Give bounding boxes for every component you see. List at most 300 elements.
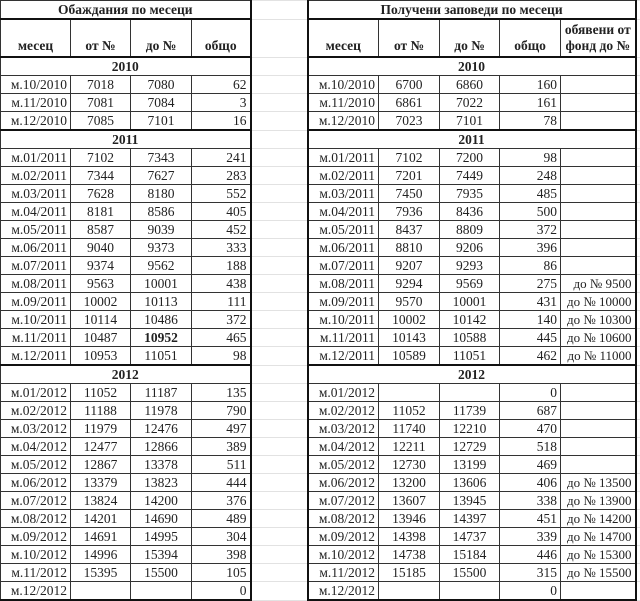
right-fund-limit-cell[interactable]: до № 10600 [561,329,636,347]
right-total-cell[interactable]: 687 [500,402,561,420]
empty-cell[interactable] [251,94,308,112]
left-from-number-cell[interactable]: 10002 [71,293,131,311]
left-to-number-cell[interactable]: 9039 [131,221,192,239]
empty-cell[interactable] [251,239,308,257]
right-to-number-cell[interactable]: 9206 [440,239,500,257]
left-total-cell[interactable]: 241 [192,149,251,167]
right-from-number-cell[interactable]: 7936 [379,203,440,221]
left-month-cell[interactable]: м.04/2012 [1,438,71,456]
right-to-number-cell[interactable] [440,582,500,601]
right-to-number-cell[interactable]: 13606 [440,474,500,492]
left-to-number-cell[interactable]: 15500 [131,564,192,582]
left-to-number-cell[interactable]: 9373 [131,239,192,257]
left-total-cell[interactable]: 0 [192,582,251,601]
right-from-number-cell[interactable]: 15185 [379,564,440,582]
right-to-number-cell[interactable]: 6860 [440,76,500,94]
right-fund-limit-cell[interactable] [561,167,636,185]
left-to-number-cell[interactable] [131,582,192,601]
left-month-cell[interactable]: м.06/2012 [1,474,71,492]
right-to-number-cell[interactable]: 7935 [440,185,500,203]
right-total-cell[interactable]: 338 [500,492,561,510]
left-total-cell[interactable]: 3 [192,94,251,112]
right-to-number-cell[interactable]: 7449 [440,167,500,185]
empty-cell[interactable] [636,112,640,131]
empty-cell[interactable] [636,420,640,438]
right-fund-limit-cell[interactable] [561,257,636,275]
empty-cell[interactable] [251,402,308,420]
left-month-cell[interactable]: м.09/2011 [1,293,71,311]
empty-cell[interactable] [251,257,308,275]
right-from-number-cell[interactable]: 6700 [379,76,440,94]
empty-cell[interactable] [636,94,640,112]
left-to-number-cell[interactable]: 8180 [131,185,192,203]
right-to-number-cell[interactable]: 15184 [440,546,500,564]
empty-cell[interactable] [636,293,640,311]
right-month-cell[interactable]: м.08/2012 [308,510,379,528]
left-from-number-cell[interactable]: 13379 [71,474,131,492]
empty-cell[interactable] [636,275,640,293]
left-month-cell[interactable]: м.08/2012 [1,510,71,528]
left-from-number-cell[interactable]: 15395 [71,564,131,582]
right-total-cell[interactable]: 161 [500,94,561,112]
empty-cell[interactable] [636,257,640,275]
empty-cell[interactable] [636,438,640,456]
left-to-number-cell[interactable]: 7627 [131,167,192,185]
right-fund-limit-cell[interactable]: до № 10300 [561,311,636,329]
right-fund-limit-cell[interactable]: до № 15500 [561,564,636,582]
left-to-number-cell[interactable]: 11978 [131,402,192,420]
left-to-number-cell[interactable]: 9562 [131,257,192,275]
empty-cell[interactable] [636,19,640,57]
right-to-number-cell[interactable] [440,384,500,402]
right-total-cell[interactable]: 339 [500,528,561,546]
empty-cell[interactable] [251,275,308,293]
left-to-number-cell[interactable]: 7080 [131,76,192,94]
empty-cell[interactable] [636,185,640,203]
empty-cell[interactable] [636,456,640,474]
empty-cell[interactable] [251,510,308,528]
right-to-number-cell[interactable]: 9293 [440,257,500,275]
left-total-cell[interactable]: 405 [192,203,251,221]
empty-cell[interactable] [251,57,308,76]
right-month-cell[interactable]: м.05/2011 [308,221,379,239]
left-total-cell[interactable]: 135 [192,384,251,402]
empty-cell[interactable] [636,365,640,384]
empty-cell[interactable] [251,456,308,474]
right-fund-limit-cell[interactable] [561,402,636,420]
left-month-cell[interactable]: м.10/2010 [1,76,71,94]
empty-cell[interactable] [636,384,640,402]
right-fund-limit-cell[interactable] [561,185,636,203]
right-month-cell[interactable]: м.12/2010 [308,112,379,131]
empty-cell[interactable] [636,492,640,510]
right-from-number-cell[interactable]: 11740 [379,420,440,438]
right-from-number-cell[interactable]: 11052 [379,402,440,420]
left-total-cell[interactable]: 497 [192,420,251,438]
right-month-cell[interactable]: м.08/2011 [308,275,379,293]
left-to-number-cell[interactable]: 14200 [131,492,192,510]
left-column-header[interactable]: месец [1,19,71,57]
left-from-number-cell[interactable]: 12477 [71,438,131,456]
left-from-number-cell[interactable]: 13824 [71,492,131,510]
right-from-number-cell[interactable] [379,582,440,601]
empty-cell[interactable] [251,365,308,384]
empty-cell[interactable] [636,76,640,94]
left-total-cell[interactable]: 489 [192,510,251,528]
left-to-number-cell[interactable]: 13823 [131,474,192,492]
left-month-cell[interactable]: м.03/2012 [1,420,71,438]
left-total-cell[interactable]: 389 [192,438,251,456]
right-to-number-cell[interactable]: 10001 [440,293,500,311]
empty-cell[interactable] [251,76,308,94]
right-to-number-cell[interactable]: 13199 [440,456,500,474]
left-to-number-cell[interactable]: 7101 [131,112,192,131]
left-table-title[interactable]: Обаждания по месеци [1,1,251,20]
right-total-cell[interactable]: 275 [500,275,561,293]
right-to-number-cell[interactable]: 13945 [440,492,500,510]
right-month-cell[interactable]: м.11/2012 [308,564,379,582]
empty-cell[interactable] [636,546,640,564]
left-total-cell[interactable]: 465 [192,329,251,347]
right-fund-limit-cell[interactable] [561,76,636,94]
empty-cell[interactable] [251,329,308,347]
right-to-number-cell[interactable]: 8436 [440,203,500,221]
right-month-cell[interactable]: м.10/2011 [308,311,379,329]
left-from-number-cell[interactable]: 12867 [71,456,131,474]
empty-cell[interactable] [636,149,640,167]
left-month-cell[interactable]: м.11/2011 [1,329,71,347]
right-total-cell[interactable]: 0 [500,582,561,601]
left-from-number-cell[interactable]: 7344 [71,167,131,185]
right-column-header[interactable]: общо [500,19,561,57]
right-month-cell[interactable]: м.02/2011 [308,167,379,185]
right-fund-limit-cell[interactable] [561,438,636,456]
right-total-cell[interactable]: 160 [500,76,561,94]
right-month-cell[interactable]: м.11/2011 [308,329,379,347]
empty-cell[interactable] [636,167,640,185]
left-total-cell[interactable]: 444 [192,474,251,492]
right-month-cell[interactable]: м.11/2010 [308,94,379,112]
right-month-cell[interactable]: м.10/2012 [308,546,379,564]
empty-cell[interactable] [251,293,308,311]
left-from-number-cell[interactable]: 11188 [71,402,131,420]
left-month-cell[interactable]: м.04/2011 [1,203,71,221]
left-total-cell[interactable]: 438 [192,275,251,293]
empty-cell[interactable] [636,130,640,149]
right-from-number-cell[interactable]: 12211 [379,438,440,456]
empty-cell[interactable] [636,203,640,221]
right-from-number-cell[interactable]: 7102 [379,149,440,167]
right-to-number-cell[interactable]: 10588 [440,329,500,347]
right-year-heading[interactable]: 2010 [308,57,636,76]
left-from-number-cell[interactable]: 7085 [71,112,131,131]
empty-cell[interactable] [636,564,640,582]
empty-cell[interactable] [636,402,640,420]
right-to-number-cell[interactable]: 11739 [440,402,500,420]
right-fund-limit-cell[interactable] [561,420,636,438]
left-month-cell[interactable]: м.07/2011 [1,257,71,275]
right-total-cell[interactable]: 140 [500,311,561,329]
right-total-cell[interactable]: 485 [500,185,561,203]
right-month-cell[interactable]: м.03/2012 [308,420,379,438]
left-column-header[interactable]: общо [192,19,251,57]
left-to-number-cell[interactable]: 10113 [131,293,192,311]
right-month-cell[interactable]: м.05/2012 [308,456,379,474]
right-from-number-cell[interactable]: 9207 [379,257,440,275]
right-month-cell[interactable]: м.07/2012 [308,492,379,510]
right-month-cell[interactable]: м.01/2011 [308,149,379,167]
left-total-cell[interactable]: 283 [192,167,251,185]
left-from-number-cell[interactable] [71,582,131,601]
empty-cell[interactable] [251,112,308,131]
right-total-cell[interactable]: 315 [500,564,561,582]
left-month-cell[interactable]: м.08/2011 [1,275,71,293]
right-total-cell[interactable]: 446 [500,546,561,564]
right-month-cell[interactable]: м.12/2012 [308,582,379,601]
right-to-number-cell[interactable]: 7200 [440,149,500,167]
right-total-cell[interactable]: 469 [500,456,561,474]
empty-cell[interactable] [251,167,308,185]
right-total-cell[interactable]: 372 [500,221,561,239]
empty-cell[interactable] [251,221,308,239]
right-to-number-cell[interactable]: 11051 [440,347,500,366]
left-to-number-cell[interactable]: 11051 [131,347,192,366]
empty-cell[interactable] [251,130,308,149]
left-to-number-cell[interactable]: 14995 [131,528,192,546]
left-to-number-cell[interactable]: 10001 [131,275,192,293]
left-month-cell[interactable]: м.09/2012 [1,528,71,546]
right-column-header[interactable]: до № [440,19,500,57]
empty-cell[interactable] [636,528,640,546]
right-fund-limit-cell[interactable] [561,203,636,221]
empty-cell[interactable] [636,474,640,492]
right-total-cell[interactable]: 78 [500,112,561,131]
right-from-number-cell[interactable]: 13607 [379,492,440,510]
right-total-cell[interactable]: 86 [500,257,561,275]
left-from-number-cell[interactable]: 14691 [71,528,131,546]
left-month-cell[interactable]: м.07/2012 [1,492,71,510]
empty-cell[interactable] [636,582,640,601]
right-to-number-cell[interactable]: 14737 [440,528,500,546]
left-month-cell[interactable]: м.06/2011 [1,239,71,257]
right-fund-limit-cell[interactable]: до № 11000 [561,347,636,366]
right-fund-limit-cell[interactable] [561,384,636,402]
right-to-number-cell[interactable]: 12729 [440,438,500,456]
right-total-cell[interactable]: 431 [500,293,561,311]
empty-cell[interactable] [251,582,308,601]
left-month-cell[interactable]: м.02/2012 [1,402,71,420]
left-to-number-cell[interactable]: 12476 [131,420,192,438]
empty-cell[interactable] [251,546,308,564]
left-from-number-cell[interactable]: 7102 [71,149,131,167]
empty-cell[interactable] [636,57,640,76]
right-from-number-cell[interactable]: 14398 [379,528,440,546]
left-total-cell[interactable]: 304 [192,528,251,546]
left-total-cell[interactable]: 452 [192,221,251,239]
right-table-title[interactable]: Получени заповеди по месеци [308,1,636,20]
right-from-number-cell[interactable]: 7201 [379,167,440,185]
left-to-number-cell[interactable]: 7084 [131,94,192,112]
left-from-number-cell[interactable]: 9040 [71,239,131,257]
empty-cell[interactable] [636,510,640,528]
left-total-cell[interactable]: 98 [192,347,251,366]
left-total-cell[interactable]: 376 [192,492,251,510]
left-to-number-cell[interactable]: 11187 [131,384,192,402]
left-total-cell[interactable]: 16 [192,112,251,131]
left-to-number-cell[interactable]: 12866 [131,438,192,456]
right-from-number-cell[interactable]: 7450 [379,185,440,203]
left-month-cell[interactable]: м.12/2011 [1,347,71,366]
right-month-cell[interactable]: м.06/2011 [308,239,379,257]
left-year-heading[interactable]: 2011 [1,130,251,149]
right-month-cell[interactable]: м.04/2011 [308,203,379,221]
right-from-number-cell[interactable]: 9570 [379,293,440,311]
left-month-cell[interactable]: м.05/2012 [1,456,71,474]
left-to-number-cell[interactable]: 7343 [131,149,192,167]
left-from-number-cell[interactable]: 7081 [71,94,131,112]
empty-cell[interactable] [251,528,308,546]
right-month-cell[interactable]: м.01/2012 [308,384,379,402]
left-from-number-cell[interactable]: 14996 [71,546,131,564]
left-total-cell[interactable]: 511 [192,456,251,474]
left-month-cell[interactable]: м.03/2011 [1,185,71,203]
empty-cell[interactable] [251,420,308,438]
right-from-number-cell[interactable]: 14738 [379,546,440,564]
right-to-number-cell[interactable]: 7022 [440,94,500,112]
right-month-cell[interactable]: м.07/2011 [308,257,379,275]
right-fund-limit-cell[interactable] [561,456,636,474]
left-from-number-cell[interactable]: 7018 [71,76,131,94]
left-month-cell[interactable]: м.01/2012 [1,384,71,402]
right-fund-limit-cell[interactable] [561,149,636,167]
empty-cell[interactable] [251,19,308,57]
right-from-number-cell[interactable]: 10002 [379,311,440,329]
empty-cell[interactable] [636,239,640,257]
right-fund-limit-cell[interactable] [561,239,636,257]
right-month-cell[interactable]: м.12/2011 [308,347,379,366]
left-year-heading[interactable]: 2010 [1,57,251,76]
left-column-header[interactable]: до № [131,19,192,57]
right-month-cell[interactable]: м.06/2012 [308,474,379,492]
right-total-cell[interactable]: 248 [500,167,561,185]
right-column-header[interactable]: от № [379,19,440,57]
left-to-number-cell[interactable]: 10952 [131,329,192,347]
right-from-number-cell[interactable]: 8437 [379,221,440,239]
right-month-cell[interactable]: м.04/2012 [308,438,379,456]
left-month-cell[interactable]: м.12/2012 [1,582,71,601]
empty-cell[interactable] [636,221,640,239]
right-total-cell[interactable]: 396 [500,239,561,257]
right-to-number-cell[interactable]: 9569 [440,275,500,293]
left-year-heading[interactable]: 2012 [1,365,251,384]
empty-cell[interactable] [251,1,308,20]
left-total-cell[interactable]: 188 [192,257,251,275]
left-from-number-cell[interactable]: 10487 [71,329,131,347]
right-fund-limit-cell[interactable] [561,582,636,601]
empty-cell[interactable] [251,185,308,203]
right-to-number-cell[interactable]: 7101 [440,112,500,131]
left-total-cell[interactable]: 552 [192,185,251,203]
right-from-number-cell[interactable]: 12730 [379,456,440,474]
right-month-cell[interactable]: м.02/2012 [308,402,379,420]
right-fund-limit-cell[interactable]: до № 13500 [561,474,636,492]
right-fund-limit-cell[interactable] [561,221,636,239]
right-total-cell[interactable]: 406 [500,474,561,492]
right-fund-limit-cell[interactable] [561,112,636,131]
empty-cell[interactable] [636,311,640,329]
left-total-cell[interactable]: 372 [192,311,251,329]
empty-cell[interactable] [636,329,640,347]
right-fund-limit-cell[interactable]: до № 15300 [561,546,636,564]
right-from-number-cell[interactable]: 8810 [379,239,440,257]
right-year-heading[interactable]: 2012 [308,365,636,384]
right-month-cell[interactable]: м.10/2010 [308,76,379,94]
right-from-number-cell[interactable]: 6861 [379,94,440,112]
right-total-cell[interactable]: 98 [500,149,561,167]
left-month-cell[interactable]: м.11/2010 [1,94,71,112]
right-fund-limit-cell[interactable]: до № 14700 [561,528,636,546]
left-from-number-cell[interactable]: 9374 [71,257,131,275]
left-month-cell[interactable]: м.10/2011 [1,311,71,329]
right-from-number-cell[interactable] [379,384,440,402]
right-total-cell[interactable]: 451 [500,510,561,528]
right-fund-limit-cell[interactable]: до № 10000 [561,293,636,311]
right-total-cell[interactable]: 445 [500,329,561,347]
right-from-number-cell[interactable]: 7023 [379,112,440,131]
right-column-header[interactable]: обявени от фонд до № [561,19,636,57]
left-from-number-cell[interactable]: 8181 [71,203,131,221]
left-to-number-cell[interactable]: 10486 [131,311,192,329]
left-total-cell[interactable]: 105 [192,564,251,582]
right-to-number-cell[interactable]: 12210 [440,420,500,438]
right-year-heading[interactable]: 2011 [308,130,636,149]
empty-cell[interactable] [251,564,308,582]
left-from-number-cell[interactable]: 11979 [71,420,131,438]
left-to-number-cell[interactable]: 15394 [131,546,192,564]
right-total-cell[interactable]: 518 [500,438,561,456]
left-month-cell[interactable]: м.10/2012 [1,546,71,564]
left-to-number-cell[interactable]: 8586 [131,203,192,221]
empty-cell[interactable] [636,1,640,20]
left-column-header[interactable]: от № [71,19,131,57]
empty-cell[interactable] [251,384,308,402]
left-total-cell[interactable]: 111 [192,293,251,311]
right-from-number-cell[interactable]: 13946 [379,510,440,528]
left-month-cell[interactable]: м.05/2011 [1,221,71,239]
right-month-cell[interactable]: м.09/2011 [308,293,379,311]
left-total-cell[interactable]: 790 [192,402,251,420]
right-total-cell[interactable]: 470 [500,420,561,438]
right-from-number-cell[interactable]: 9294 [379,275,440,293]
right-fund-limit-cell[interactable]: до № 9500 [561,275,636,293]
empty-cell[interactable] [636,347,640,366]
empty-cell[interactable] [251,492,308,510]
empty-cell[interactable] [251,149,308,167]
right-to-number-cell[interactable]: 14397 [440,510,500,528]
right-from-number-cell[interactable]: 13200 [379,474,440,492]
left-month-cell[interactable]: м.12/2010 [1,112,71,131]
right-column-header[interactable]: месец [308,19,379,57]
right-fund-limit-cell[interactable] [561,94,636,112]
right-to-number-cell[interactable]: 8809 [440,221,500,239]
left-from-number-cell[interactable]: 8587 [71,221,131,239]
left-from-number-cell[interactable]: 11052 [71,384,131,402]
empty-cell[interactable] [251,311,308,329]
left-total-cell[interactable]: 333 [192,239,251,257]
right-from-number-cell[interactable]: 10143 [379,329,440,347]
right-total-cell[interactable]: 462 [500,347,561,366]
left-month-cell[interactable]: м.01/2011 [1,149,71,167]
